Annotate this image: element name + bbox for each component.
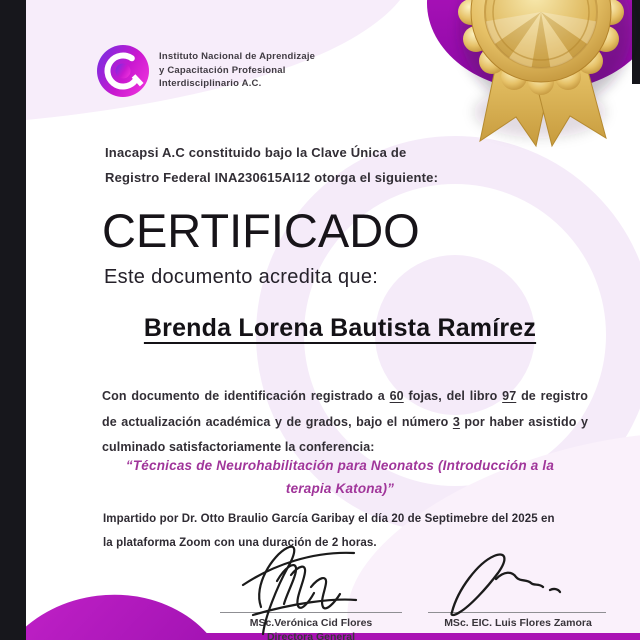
institute-logo-icon xyxy=(96,44,150,98)
body-text: fojas, del libro xyxy=(403,389,503,403)
conference-title-line: “Técnicas de Neurohabilitación para Neonatos (Introducción a la xyxy=(125,458,555,473)
body-text: por haber asistido y culminado satisfactoriamente la conferencia: xyxy=(102,414,588,454)
institute-name xyxy=(159,50,315,91)
institute-name-line: Instituto Nacional de Aprendizaje xyxy=(159,51,316,62)
fojas-number: 60 xyxy=(389,389,404,403)
body-text: de registro de actualización académica y de grados, bajo el número xyxy=(102,389,589,429)
recipient-name: Brenda Lorena Bautista Ramírez xyxy=(143,314,537,342)
registro-number: 3 xyxy=(452,414,460,429)
certificate-body xyxy=(102,384,588,461)
institute-name-line: Interdisciplinario A.C. xyxy=(159,78,262,89)
body-text: Con documento de identificación registrado a xyxy=(102,389,390,403)
signature-veronica xyxy=(233,541,365,640)
certificate-title: CERTIFICADO xyxy=(102,204,420,257)
registry-statement-line: Registro Federal INA230615AI12 otorga el siguiente: xyxy=(105,170,439,185)
event-details-line: la plataforma Zoom con una duración de 2 horas. xyxy=(103,537,377,549)
conference-title-line: terapia Katona)” xyxy=(285,480,395,496)
event-details-line: Impartido por Dr. Otto Braulio García Garibay el día 20 de Septimebre del 2025 en xyxy=(103,513,555,525)
photo-edge-bar-left xyxy=(0,0,26,640)
institute-header xyxy=(96,44,416,104)
registry-statement-line: Inacapsi A.C constituido bajo la Clave Única de xyxy=(105,145,407,160)
registry-statement xyxy=(105,140,438,190)
signer-title-left: Directora General xyxy=(266,631,356,643)
signature-luis xyxy=(440,549,570,619)
libro-number: 97 xyxy=(502,389,517,403)
institute-name-line: y Capacitación Profesional xyxy=(159,64,286,76)
signer-name-left: MSc.Verónica Cid Flores xyxy=(249,617,373,629)
certificate-subtitle: Este documento acredita que: xyxy=(104,266,379,288)
signer-name-right: MSc. EIC. Luis Flores Zamora xyxy=(444,617,592,629)
conference-title xyxy=(70,455,610,500)
